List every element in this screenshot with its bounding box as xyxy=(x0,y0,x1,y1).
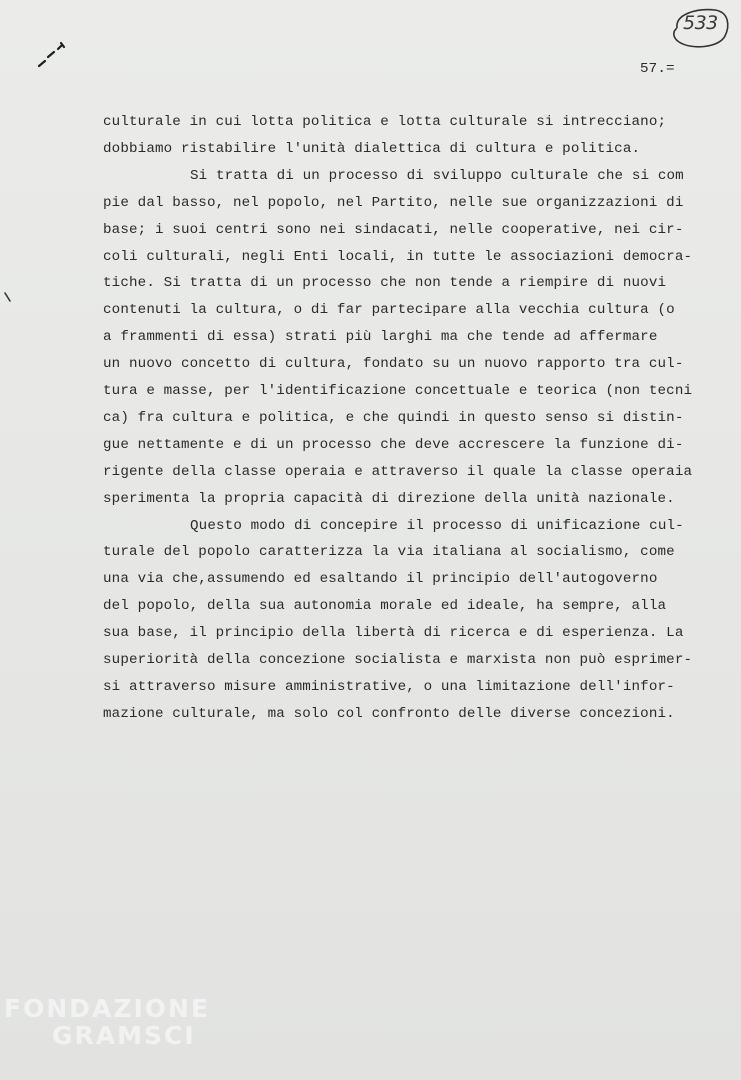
text-line: a frammenti di essa) strati più larghi ma che tende ad affermare xyxy=(103,329,658,346)
text-line: ca) fra cultura e politica, e che quindi in questo senso si distin- xyxy=(103,409,684,426)
text-line: pie dal basso, nel popolo, nel Partito, nelle sue organizzazioni di xyxy=(103,194,684,211)
text-line: mazione culturale, ma solo col confronto delle diverse concezioni. xyxy=(103,705,675,722)
text-line: coli culturali, negli Enti locali, in tutte le associazioni democra- xyxy=(103,248,693,265)
text-line: base; i suoi centri sono nei sindacati, nelle cooperative, nei cir- xyxy=(103,221,684,238)
text-line: del popolo, della sua autonomia morale ed ideale, ha sempre, alla xyxy=(103,598,667,615)
text-line: sperimenta la propria capacità di direzione della unità nazionale. xyxy=(103,490,675,507)
watermark xyxy=(4,996,210,1048)
text-line: rigente della classe operaia e attraverso il quale la classe operaia xyxy=(103,463,693,480)
text-line: Questo modo di concepire il processo di unificazione cul- xyxy=(190,517,684,534)
watermark-line-1: FONDAZIONE xyxy=(4,994,211,1023)
text-line: contenuti la cultura, o di far partecipare alla vecchia cultura (o xyxy=(103,302,675,319)
text-line: superiorità della concezione socialista e marxista non può esprimer- xyxy=(103,652,693,668)
text-line: turale del popolo caratterizza la via italiana al socialismo, come xyxy=(103,544,675,561)
archive-number: 533 xyxy=(683,12,718,34)
text-line: sua base, il principio della libertà di ricerca e di esperienza. La xyxy=(103,625,684,642)
text-line: tiche. Si tratta di un processo che non tende a riempire di nuovi xyxy=(103,275,667,292)
pen-mark-icon xyxy=(36,40,70,70)
page-number: 57.= xyxy=(640,61,675,77)
watermark-line-2: GRAMSCI xyxy=(52,1021,196,1050)
text-line: dobbiamo ristabilire l'unità dialettica di cultura e politica. xyxy=(103,140,641,157)
text-line: Si tratta di un processo di sviluppo culturale che si com xyxy=(190,167,684,184)
text-line: un nuovo concetto di cultura, fondato su un nuovo rapporto tra cul- xyxy=(103,356,684,373)
text-line: gue nettamente e di un processo che deve accrescere la funzione di- xyxy=(103,436,684,453)
text-line: tura e masse, per l'identificazione concettuale e teorica (non tecni xyxy=(103,383,693,399)
text-line: si attraverso misure amministrative, o una limitazione dell'infor- xyxy=(103,678,675,695)
text-line: una via che,assumendo ed esaltando il principio dell'autogoverno xyxy=(103,571,658,588)
margin-tick-icon xyxy=(3,291,13,305)
text-line: culturale in cui lotta politica e lotta culturale si intrecciano; xyxy=(103,114,667,130)
